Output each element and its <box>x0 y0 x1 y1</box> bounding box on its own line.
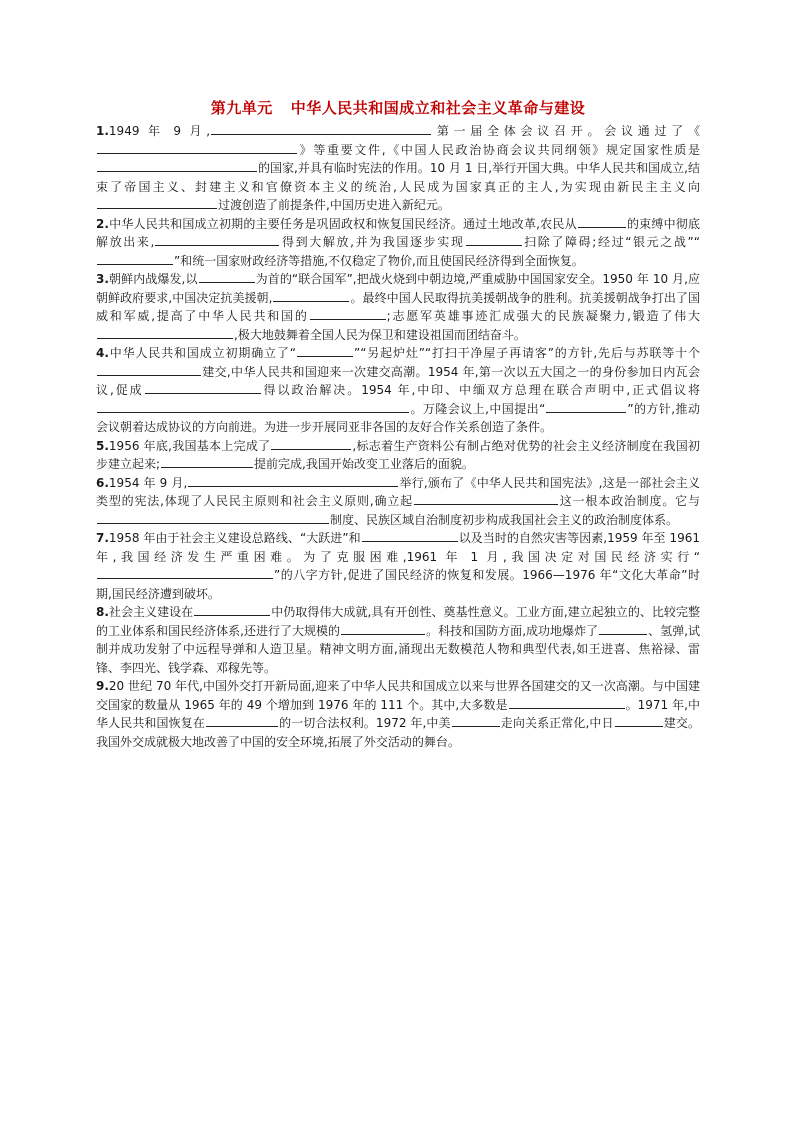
question-text: 扫除了障碍;经过“银元之战”“ <box>522 235 700 249</box>
question-text: 。万隆会议上,中国提出“ <box>410 401 546 416</box>
answer-blank[interactable] <box>414 492 558 505</box>
answer-blank[interactable] <box>599 622 647 635</box>
question-text: 。1971 年,中华人民共和国恢复在 <box>96 697 701 730</box>
question-text: 1954 年 9 月, <box>108 475 188 490</box>
question-text: ”“另起炉灶”“打扫干净屋子再请客”的方针,先后与苏联等十个 <box>353 346 700 360</box>
question-text: ,极大地鼓舞着全国人民为保卫和建设祖国而团结奋斗。 <box>234 327 526 342</box>
question-text: ;志愿军英雄事迹汇成强大的民族凝聚力,锻造了伟大 <box>386 309 700 323</box>
answer-blank[interactable] <box>211 122 431 135</box>
question-text: 第一届全体会议召开。会议通过了《 <box>432 124 700 138</box>
question-number: 9. <box>96 679 109 693</box>
question-number: 8. <box>96 605 109 619</box>
question-text: 朝鲜内战爆发,以 <box>108 272 198 286</box>
answer-blank[interactable] <box>615 714 663 727</box>
question-text: 制度、民族区域自治制度初步构成我国社会主义的政治制度体系。 <box>330 512 679 527</box>
answer-blank[interactable] <box>97 159 257 172</box>
question-text: 20 世纪 70 年代,中国外交打开新局面,迎来了中华人民共和国成立以来与世界各国建交的又一次高潮。与中国建交国家的数量从 1965 年的 49 个增加到 1976 年的 111 个。其中,大多数是 <box>96 679 700 712</box>
question-text: 》等重要文件,《中国人民政治协商会议共同纲领》规定国家性质是 <box>298 142 700 157</box>
answer-blank[interactable] <box>97 196 217 209</box>
answer-blank[interactable] <box>97 326 233 339</box>
question-text: 过渡创造了前提条件,中国历史进入新纪元。 <box>218 198 450 212</box>
question-number: 5. <box>96 438 109 453</box>
question-number: 2. <box>96 216 109 231</box>
question-2 <box>96 215 700 271</box>
question-text: 1949 年 9 月, <box>108 124 211 138</box>
answer-blank[interactable] <box>310 307 386 320</box>
question-number: 6. <box>96 475 109 490</box>
question-text: 建交,中华人民共和国迎来一次建交高潮。1954 年,第一次以五大国之一的身份参加日内瓦会议,促成 <box>96 364 700 397</box>
question-text: ”的方针,推动会议朝着达成协议的方向前进。为进一步开展同亚非各国的友好合作关系创造了条件。 <box>96 401 700 434</box>
question-text: 的束缚中彻底解放出来, <box>96 216 700 249</box>
question-text: 的一切合法权利。1972 年,中美 <box>278 716 451 730</box>
answer-blank[interactable] <box>188 474 398 487</box>
question-text: 、氢弹,试制并成功发射了中远程导弹和人造卫星。精神文明方面,涌现出无数模范人物和典型代表,如王进喜、焦裕禄、雷锋、李四光、钱学森、邓稼先等。 <box>96 623 700 675</box>
answer-blank[interactable] <box>199 270 255 283</box>
question-5 <box>96 437 700 474</box>
question-text: 。最终中国人民取得抗美援朝战争的胜利。抗美援朝战争打出了国威和军威,提高了中华人民共和国的 <box>96 290 700 323</box>
answer-blank[interactable] <box>341 622 425 635</box>
worksheet-page <box>96 96 700 751</box>
answer-blank[interactable] <box>161 455 253 468</box>
unit-label: 第九单元 <box>210 99 273 117</box>
question-text: 得以政治解决。1954 年,中印、中缅双方总理在联合声明中,正式倡议将 <box>261 383 700 397</box>
question-number: 7. <box>96 531 109 545</box>
question-text: 这一根本政治制度。它与 <box>558 494 700 508</box>
question-text: 中华人民共和国成立初期的主要任务是巩固政权和恢复国民经济。通过土地改革,农民从 <box>108 216 577 231</box>
question-text: ”的八字方针,促进了国民经济的恢复和发展。1966—1976 年“文化大革命”时期,国民经济遭到破坏。 <box>96 568 700 601</box>
answer-blank[interactable] <box>273 289 349 302</box>
answer-blank[interactable] <box>271 437 351 450</box>
unit-title-text: 中华人民共和国成立和社会主义革命与建设 <box>290 99 586 117</box>
question-text: 中仍取得伟大成就,具有开创性、奠基性意义。工业方面,建立起独立的、比较完整的工业体系和国民经济体系,还进行了大规模的 <box>96 605 700 638</box>
answer-blank[interactable] <box>546 400 626 413</box>
answer-blank[interactable] <box>194 603 270 616</box>
answer-blank[interactable] <box>297 344 353 357</box>
question-number: 3. <box>96 272 109 286</box>
question-number: 1. <box>96 124 109 138</box>
question-4 <box>96 344 700 437</box>
question-text: 提前完成,我国开始改变工业落后的面貌。 <box>254 457 474 471</box>
question-1 <box>96 122 700 215</box>
answer-blank[interactable] <box>97 511 329 524</box>
question-text: 以及当时的自然灾害等因素,1959 年至 1961 年,我国经济发生严重困难。为了克服困难,1961 年 1 月,我国决定对国民经济实行“ <box>96 531 700 564</box>
unit-title <box>96 96 700 120</box>
question-6 <box>96 474 700 530</box>
question-text: 。科技和国防方面,成功地爆炸了 <box>426 623 599 638</box>
answer-blank[interactable] <box>97 363 201 376</box>
question-text: 得到大解放,并为我国逐步实现 <box>280 235 465 249</box>
question-text: 的国家,并具有临时宪法的作用。10 月 1 日,举行开国大典。中华人民共和国成立,结束了帝国主义、封建主义和官僚资本主义的统治,人民成为国家真正的主人,为实现由新民主主义向 <box>96 161 700 194</box>
answer-blank[interactable] <box>452 714 500 727</box>
answer-blank[interactable] <box>145 381 261 394</box>
question-list <box>96 122 700 751</box>
question-text: 1956 年底,我国基本上完成了 <box>108 438 271 453</box>
answer-blank[interactable] <box>97 141 297 154</box>
question-text: 1958 年由于社会主义建设总路线、“大跃进”和 <box>108 531 361 545</box>
answer-blank[interactable] <box>362 529 458 542</box>
question-text: 社会主义建设在 <box>108 605 194 619</box>
answer-blank[interactable] <box>578 215 626 228</box>
question-text: ”和统一国家财政经济等措施,不仅稳定了物价,而且使国民经济得到全面恢复。 <box>174 253 584 268</box>
answer-blank[interactable] <box>97 400 409 413</box>
answer-blank[interactable] <box>206 714 278 727</box>
answer-blank[interactable] <box>509 696 625 709</box>
question-8 <box>96 603 700 677</box>
answer-blank[interactable] <box>97 252 173 265</box>
question-3 <box>96 270 700 344</box>
question-text: 为首的“联合国军”,把战火烧到中朝边境,严重威胁中国国家安全。1950 年 10 月,应朝鲜政府要求,中国决定抗美援朝, <box>96 272 700 305</box>
question-text: 举行,颁布了《中华人民共和国宪法》,这是一部社会主义类型的宪法,体现了人民民主原则和社会主义原则,确立起 <box>96 475 700 508</box>
question-text: 走向关系正常化,中日 <box>500 716 614 730</box>
question-9 <box>96 677 700 751</box>
question-7 <box>96 529 700 603</box>
question-text: 建交。我国外交成就极大地改善了中国的安全环境,拓展了外交活动的舞台。 <box>96 716 700 749</box>
question-text: ,标志着生产资料公有制占绝对优势的社会主义经济制度在我国初步建立起来; <box>96 438 700 471</box>
answer-blank[interactable] <box>466 233 522 246</box>
answer-blank[interactable] <box>155 233 279 246</box>
question-text: 中华人民共和国成立初期确立了“ <box>108 346 296 360</box>
question-number: 4. <box>96 346 109 360</box>
answer-blank[interactable] <box>97 566 273 579</box>
